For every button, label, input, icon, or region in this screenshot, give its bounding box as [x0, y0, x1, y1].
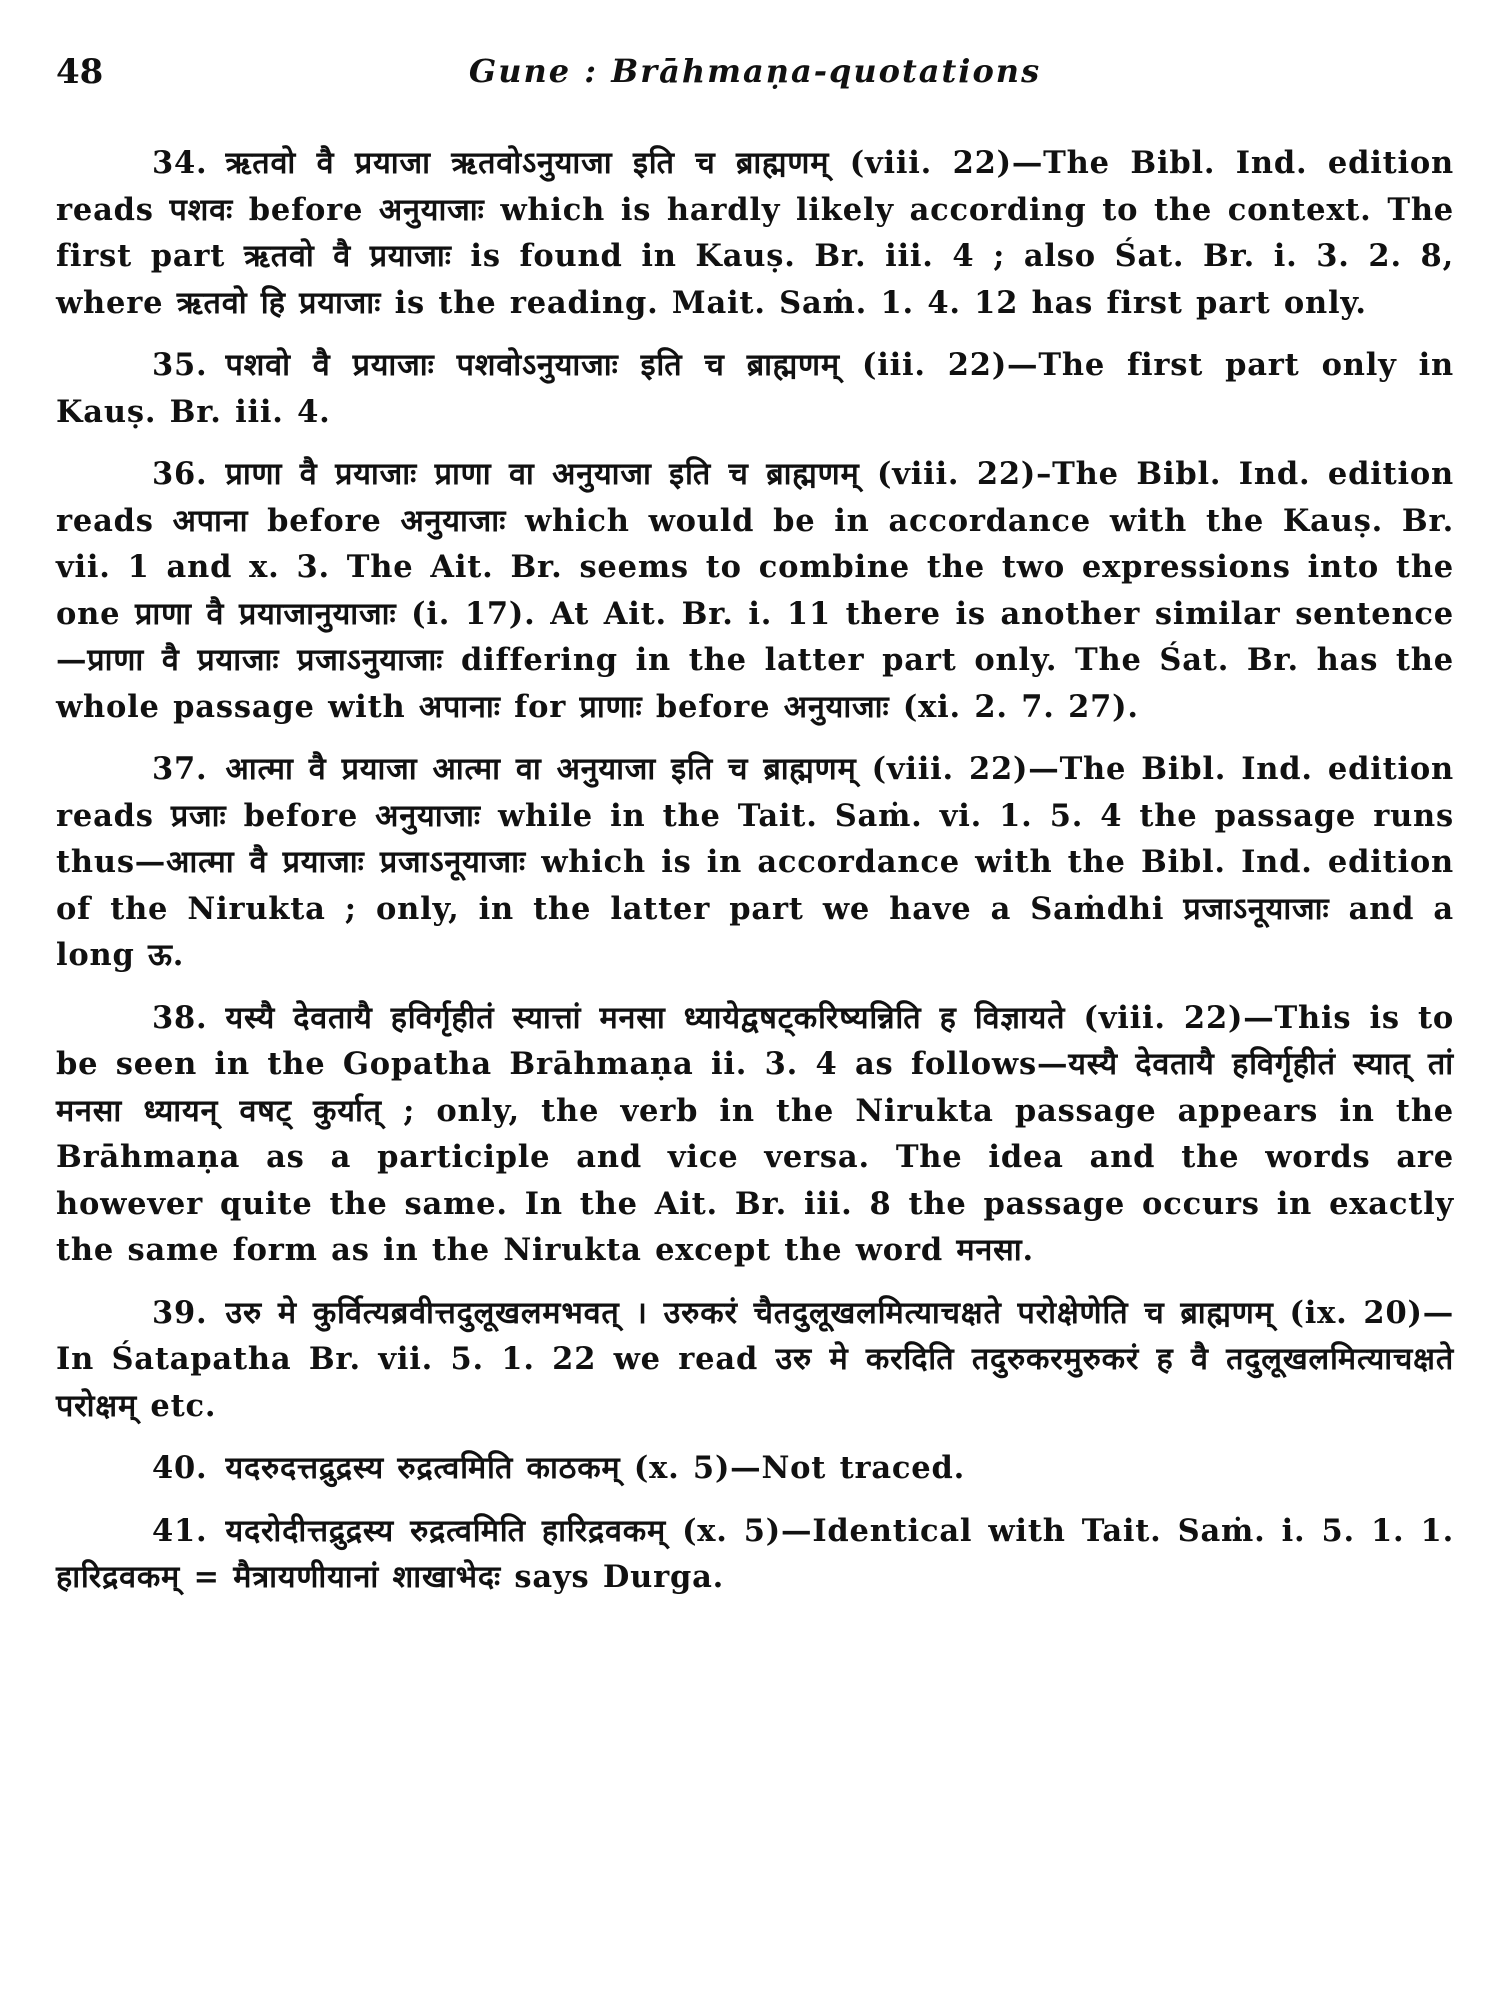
document-page: [56, 52, 1454, 1962]
entry-number: 39.: [152, 1294, 208, 1331]
entry-36: [56, 451, 1454, 730]
entry-39: [56, 1290, 1454, 1430]
entry-text: ऋतवो वै प्रयाजा ऋतवोऽनुयाजा इति च ब्राह्मणम् (viii. 22)—The Bibl. Ind. edition reads पशवः before अनुयाजाः which is hardly likely according to the context. The first part ऋतवो वै प्रयाजाः is found in Kauṣ. Br. iii. 4 ; also Śat. Br. i. 3. 2. 8, where ऋतवो हि प्रयाजाः is the reading. Mait. Saṁ. 1. 4. 12 has first part only.: [56, 145, 1454, 321]
entry-number: 40.: [152, 1450, 208, 1486]
entry-number: 38.: [152, 999, 208, 1036]
entry-text: पशवो वै प्रयाजाः पशवोऽनुयाजाः इति च ब्राह्मणम् (iii. 22)—The first part only in Kauṣ. Br. iii. 4.: [56, 347, 1454, 430]
page-header: [56, 52, 1454, 100]
entry-number: 37.: [152, 751, 208, 787]
entry-text: यदरोदीत्तद्रुद्रस्य रुद्रत्वमिति हारिद्रवकम् (x. 5)—Identical with Tait. Saṁ. i. 5. 1. 1. हारिद्रवकम् = मैत्रायणीयानां शाखाभेदः says Durga.: [56, 1512, 1454, 1595]
entry-35: [56, 342, 1454, 435]
entry-number: 35.: [152, 347, 208, 383]
entry-41: [56, 1508, 1454, 1601]
entry-40: [56, 1445, 1454, 1492]
entry-34: [56, 140, 1454, 326]
entry-number: 36.: [152, 456, 208, 492]
entry-text: उरु मे कुर्वित्यब्रवीत्तदुलूखलमभवत् । उरुकरं चैतदुलूखलमित्याचक्षते परोक्षेणेति च ब्राह्मणम् (ix. 20)—In Śatapatha Br. vii. 5. 1. 22 we read उरु मे करदिति तदुरुकरमुरुकरं ह वै तदुलूखलमित्याचक्षते परोक्षम् etc.: [56, 1294, 1454, 1424]
entry-37: [56, 746, 1454, 979]
running-title: Gune : Brāhmaṇa-quotations: [468, 52, 1042, 90]
entry-text: प्राणा वै प्रयाजाः प्राणा वा अनुयाजा इति च ब्राह्मणम् (viii. 22)–The Bibl. Ind. edition reads अपाना before अनुयाजाः which would be in accordance with the Kauṣ. Br. vii. 1 and x. 3. The Ait. Br. seems to combine the two expressions into the one प्राणा वै प्रयाजानुयाजाः (i. 17). At Ait. Br. i. 11 there is another similar sentence—प्राणा वै प्रयाजाः प्रजाऽनुयाजाः differing in the latter part only. The Śat. Br. has the whole passage with अपानाः for प्राणाः before अनुयाजाः (xi. 2. 7. 27).: [56, 456, 1454, 725]
entry-text: यस्यै देवतायै हविर्गृहीतं स्यात्तां मनसा ध्यायेद्वषट्करिष्यन्निति ह विज्ञायते (viii. 22)—This is to be seen in the Gopatha Brāhmaṇa ii. 3. 4 as follows—यस्यै देवतायै हविर्गृहीतं स्यात् तां मनसा ध्यायन् वषट् कुर्यात् ; only, the verb in the Nirukta passage appears in the Brāhmaṇa as a participle and vice versa. The idea and the words are however quite the same. In the Ait. Br. iii. 8 the passage occurs in exactly the same form as in the Nirukta except the word मनसा.: [56, 999, 1454, 1268]
entry-number: 34.: [152, 145, 208, 181]
entry-text: यदरुदत्तद्रुद्रस्य रुद्रत्वमिति काठकम् (x. 5)—Not traced.: [225, 1450, 966, 1486]
entry-text: आत्मा वै प्रयाजा आत्मा वा अनुयाजा इति च ब्राह्मणम् (viii. 22)—The Bibl. Ind. edition reads प्रजाः before अनुयाजाः while in the Tait. Saṁ. vi. 1. 5. 4 the passage runs thus—आत्मा वै प्रयाजाः प्रजाऽनूयाजाः which is in accordance with the Bibl. Ind. edition of the Nirukta ; only, in the latter part we have a Saṁdhi प्रजाऽनूयाजाः and a long ऊ.: [56, 751, 1454, 973]
entry-38: [56, 995, 1454, 1274]
page-number: 48: [56, 52, 104, 92]
entry-number: 41.: [152, 1512, 208, 1549]
